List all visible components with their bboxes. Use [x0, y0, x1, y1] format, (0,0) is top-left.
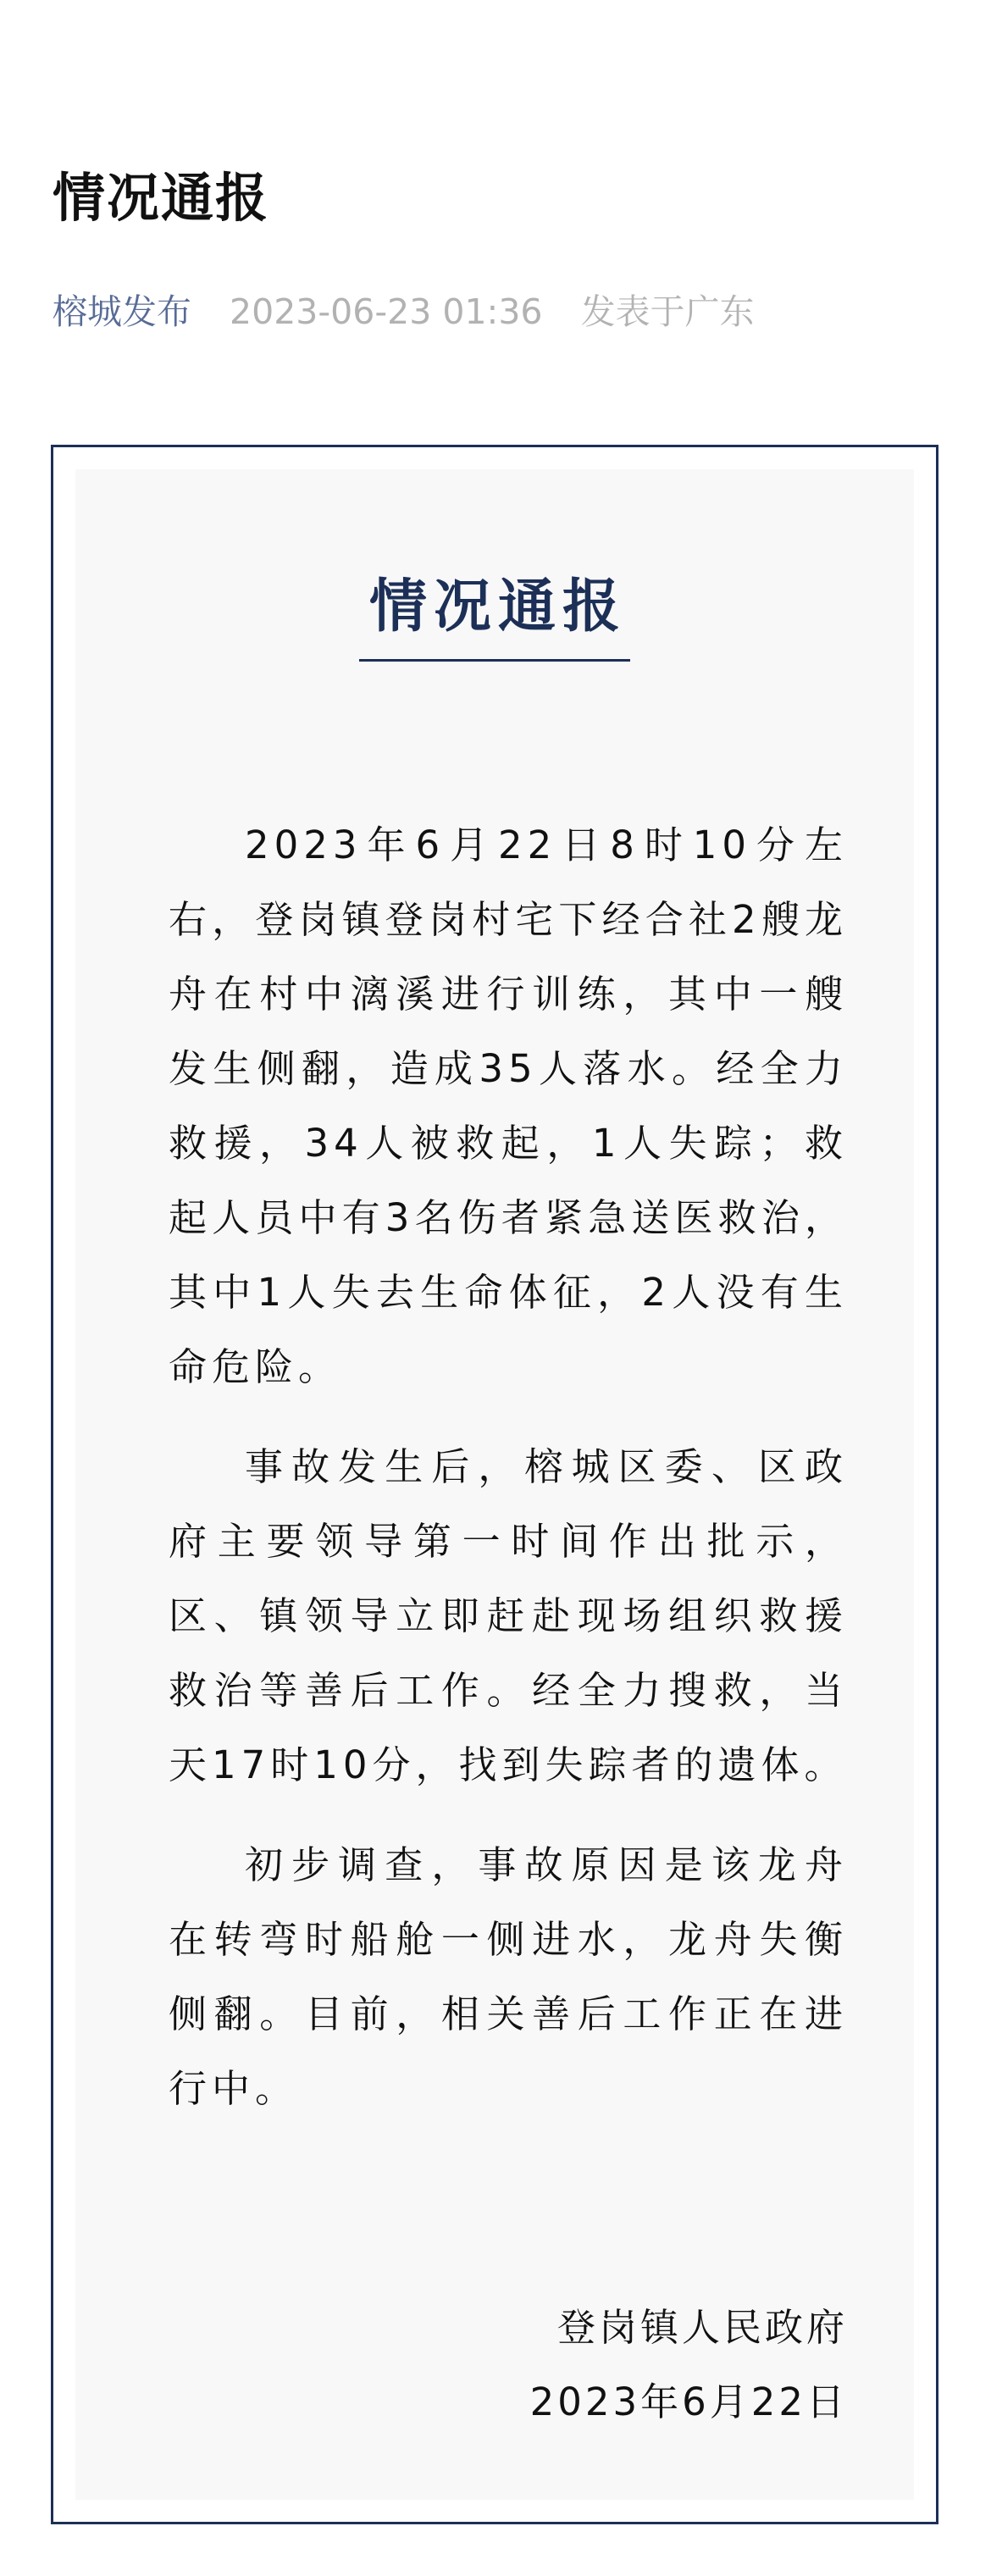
notice-body [169, 808, 848, 2152]
notice-signature [530, 2291, 848, 2440]
publish-location: 发表于广东 [580, 291, 755, 332]
author-link[interactable]: 榕城发布 [53, 291, 191, 332]
article-title: 情况通报 [53, 167, 270, 229]
signature-date: 2023年6月22日 [529, 2379, 848, 2424]
article-meta [53, 286, 755, 337]
notice-paragraph-2: 事故发生后，榕城区委、区政府主要领导第一时间作出批示，区、镇领导立即赶赴现场组织救援救治等善后工作。经全力搜救，当天17时10分，找到失踪者的遗体。 [169, 1444, 848, 1787]
notice-title: 情况通报 [359, 573, 630, 662]
notice-paragraph-1: 2023年6月22日8时10分左右，登岗镇登岗村宅下经合社2艘龙舟在村中漓溪进行训练，其中一艘发生侧翻，造成35人落水。经全力救援，34人被救起，1人失踪；救起人员中有3名伤者紧急送医救治，其中1人失去生命体征，2人没有生命危险。 [169, 823, 848, 1389]
notice-title-wrap [75, 573, 914, 662]
signature-org: 登岗镇人民政府 [556, 2305, 848, 2350]
notice-paragraph-3: 初步调查，事故原因是该龙舟在转弯时船舱一侧进水，龙舟失衡侧翻。目前，相关善后工作正在进行中。 [169, 1842, 848, 2111]
notice-panel [75, 469, 914, 2500]
notice-frame [51, 445, 938, 2524]
publish-date: 2023-06-23 01:36 [230, 291, 543, 332]
